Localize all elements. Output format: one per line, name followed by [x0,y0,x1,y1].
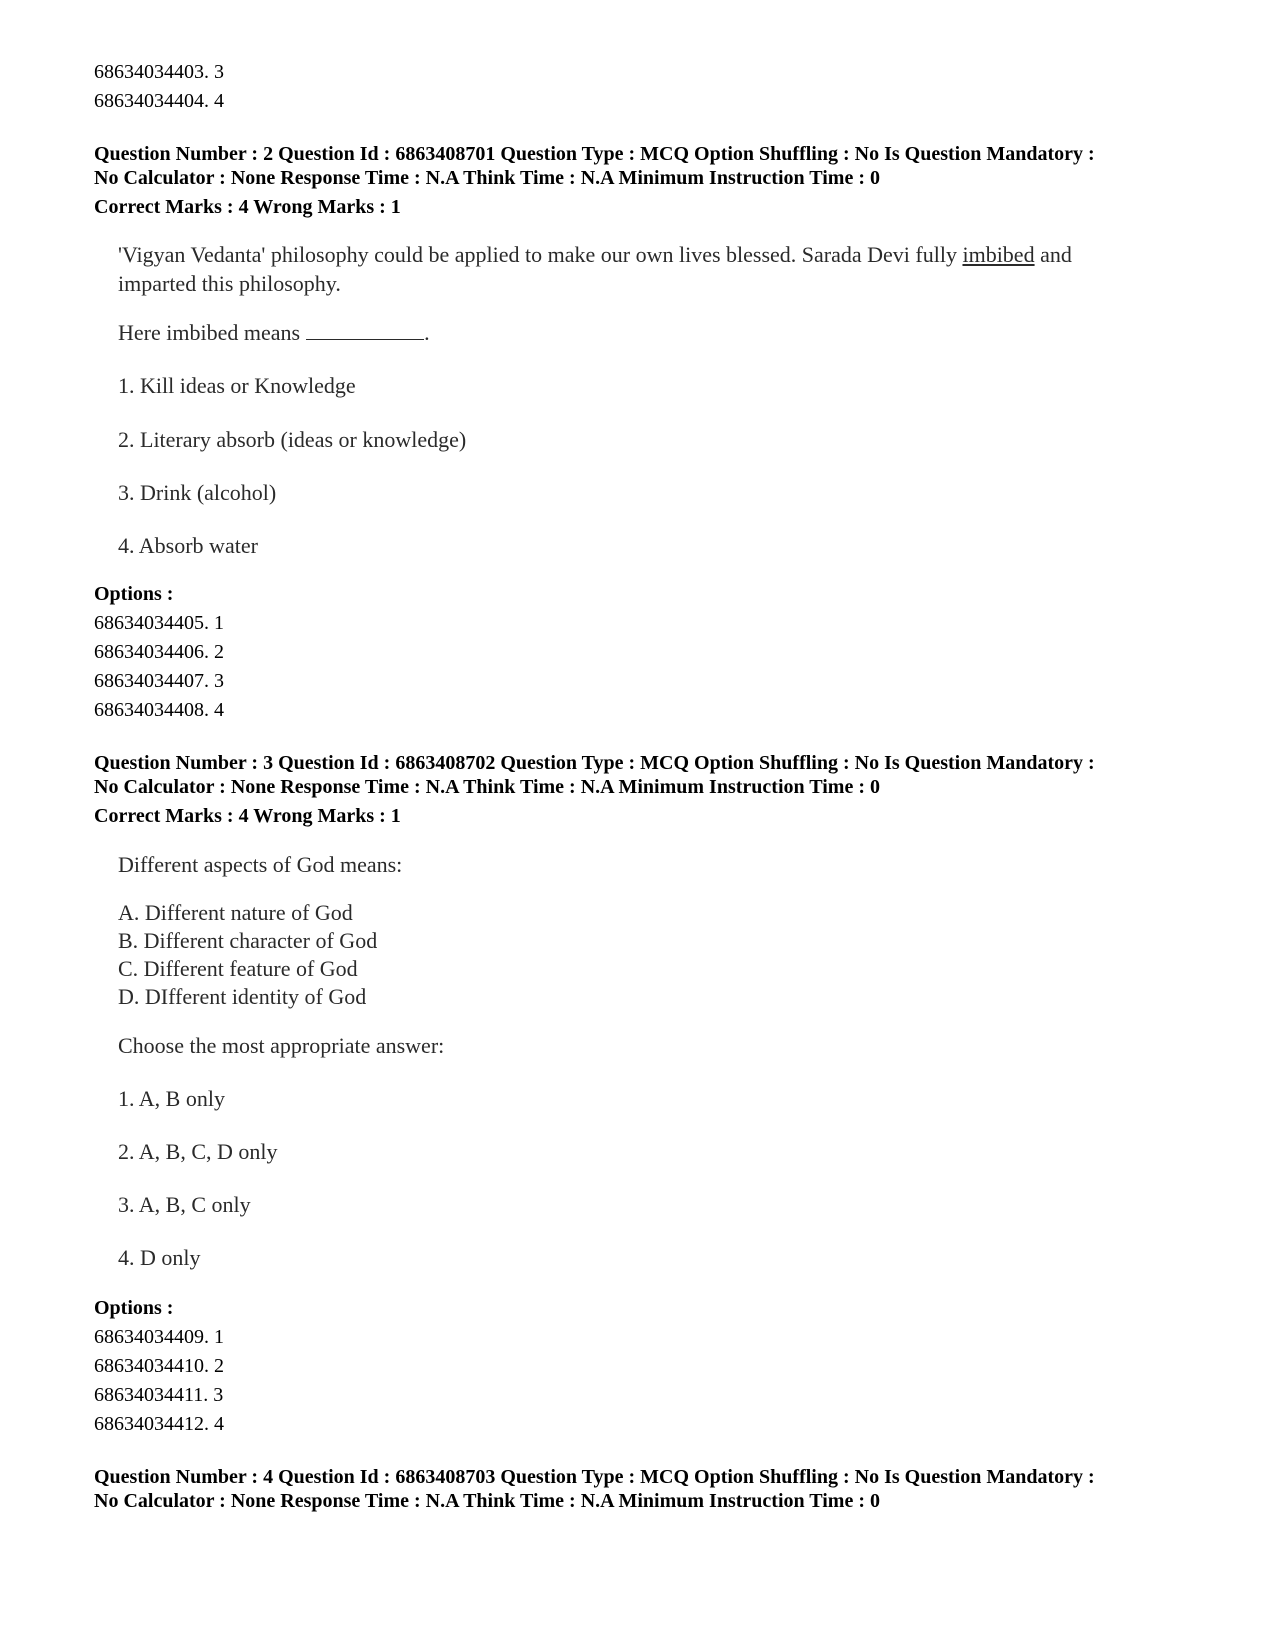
statement-item: B. Different character of God [118,928,378,953]
answer-choice: 1. Kill ideas or Knowledge [118,373,356,398]
passage-underlined-word: imbibed [962,242,1035,267]
option-line: 68634034404. 4 [94,90,224,112]
question-body [118,240,1204,560]
question-3 [94,751,1204,1439]
option-line: 68634034409. 1 [94,1326,224,1348]
question-meta-line: No Calculator : None Response Time : N.A Think Time : N.A Minimum Instruction Time : 0 [94,1490,880,1512]
answer-choice: 4. Absorb water [118,533,258,558]
question-marks: Correct Marks : 4 Wrong Marks : 1 [94,196,401,218]
option-line: 68634034411. 3 [94,1384,224,1406]
question-body [118,850,1204,1272]
option-line: 68634034405. 1 [94,612,224,634]
option-line: 68634034403. 3 [94,61,224,83]
question-meta-line: No Calculator : None Response Time : N.A Think Time : N.A Minimum Instruction Time : 0 [94,776,880,798]
prev-question-options [94,58,1204,116]
option-line: 68634034410. 2 [94,1355,224,1377]
option-line: 68634034407. 3 [94,670,224,692]
passage-text: 'Vigyan Vedanta' philosophy could be applied to make our own lives blessed. Sarada Devi fully [118,242,963,267]
statement-list [118,899,1204,1011]
prompt-text: Here imbibed means [118,320,301,345]
answer-choice: 2. A, B, C, D only [118,1139,278,1164]
answer-choice: 2. Literary absorb (ideas or knowledge) [118,427,467,452]
answer-choice: 3. Drink (alcohol) [118,480,277,505]
statement-item: D. DIfferent identity of God [118,984,367,1009]
fill-in-blank [306,321,424,340]
question-2 [94,142,1204,725]
options-label: Options : [94,583,174,605]
question-meta-line: Question Number : 3 Question Id : 6863408702 Question Type : MCQ Option Shuffling : No Is Question Mandatory : [94,752,1095,774]
question-meta-line: Question Number : 4 Question Id : 6863408703 Question Type : MCQ Option Shuffling : No Is Question Mandatory : [94,1466,1095,1488]
question-stem: Different aspects of God means: [118,852,403,877]
prompt-text: . [424,320,430,345]
question-prompt [118,318,1204,347]
passage-text: and [1034,242,1072,267]
answer-choice: 4. D only [118,1245,201,1270]
options-label: Options : [94,1297,174,1319]
answer-choice: 1. A, B only [118,1086,225,1111]
document-page [94,58,1204,1513]
option-line: 68634034412. 4 [94,1413,224,1435]
passage-text: imparted this philosophy. [118,271,341,296]
question-meta-line: Question Number : 2 Question Id : 6863408701 Question Type : MCQ Option Shuffling : No Is Question Mandatory : [94,143,1095,165]
statement-item: C. Different feature of God [118,956,358,981]
question-marks: Correct Marks : 4 Wrong Marks : 1 [94,805,401,827]
answer-choice: 3. A, B, C only [118,1192,251,1217]
option-line: 68634034408. 4 [94,699,224,721]
statement-item: A. Different nature of God [118,900,353,925]
question-passage [118,240,1204,298]
question-4 [94,1465,1204,1513]
question-instruction: Choose the most appropriate answer: [118,1033,445,1058]
question-meta-line: No Calculator : None Response Time : N.A Think Time : N.A Minimum Instruction Time : 0 [94,167,880,189]
options-section [94,1294,1204,1439]
option-line: 68634034406. 2 [94,641,224,663]
options-section [94,580,1204,725]
